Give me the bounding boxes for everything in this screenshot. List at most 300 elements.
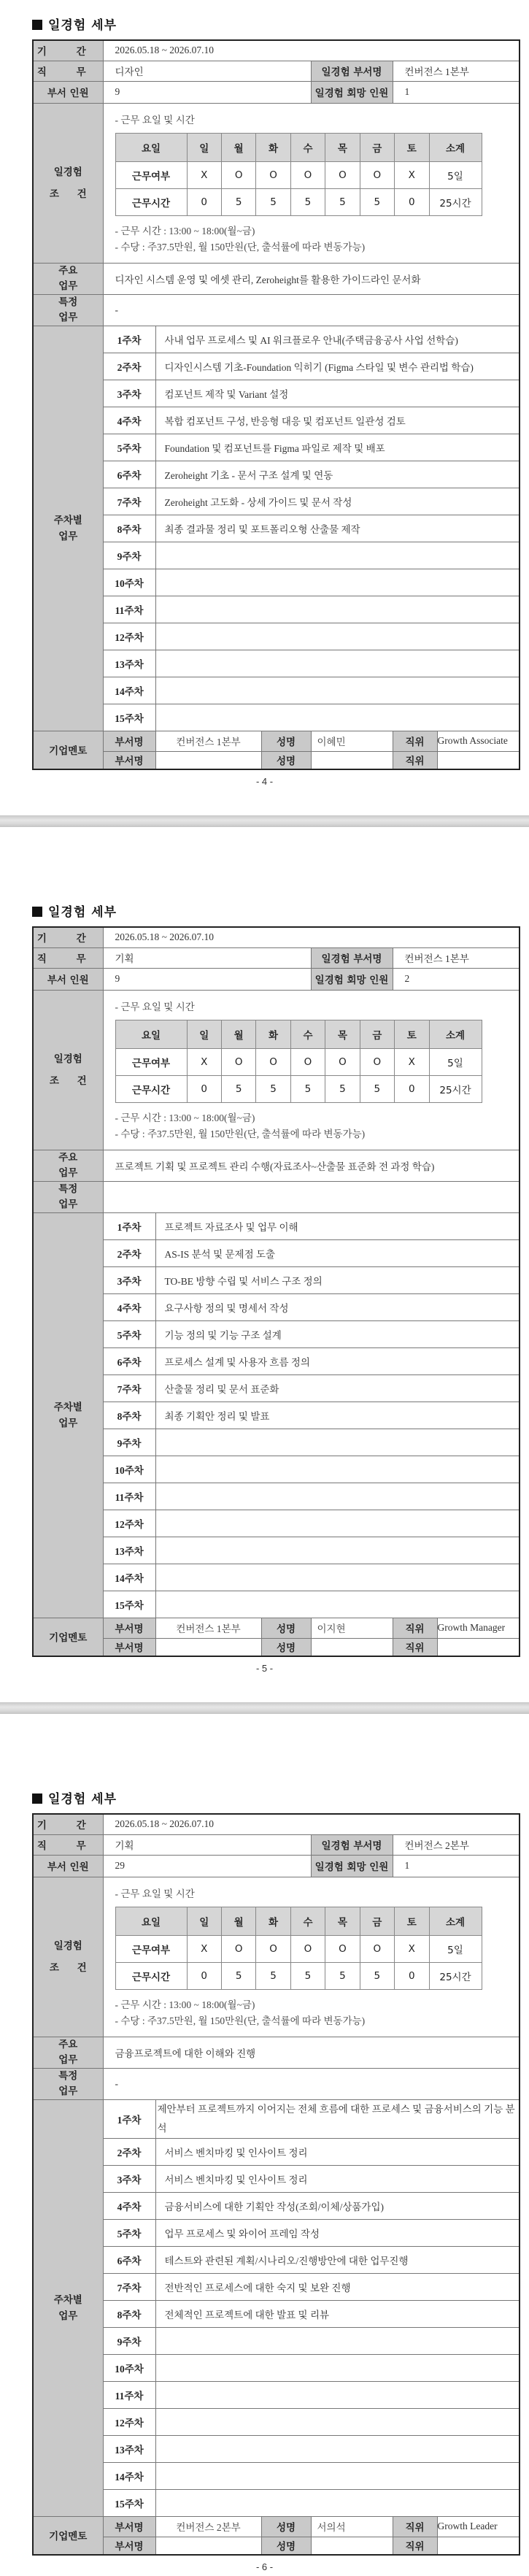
schedule-cell: 화 (256, 133, 290, 161)
work-hours-note: - 근무 시간 : 13:00 ~ 18:00(월~금) (115, 1112, 255, 1123)
work-hours-note: - 근무 시간 : 13:00 ~ 18:00(월~금) (115, 225, 255, 237)
allowance-note: - 수당 : 주37.5만원, 월 150만원(단, 출석률에 따라 변동가능) (115, 241, 366, 253)
conditions-label (33, 1877, 103, 2037)
week-row (33, 542, 520, 569)
week-row (33, 1293, 520, 1320)
schedule-cell: 5 (360, 1075, 394, 1102)
main-task-label (33, 2037, 103, 2068)
period-label: 기 간 (33, 927, 103, 947)
week-number: 11주차 (103, 2381, 155, 2408)
mentor-name-value: 이지현 (311, 1618, 393, 1638)
week-number: 2주차 (103, 353, 155, 380)
schedule-cell: O (221, 161, 255, 188)
week-number: 7주차 (103, 1374, 155, 1402)
mentor2-dept-label: 부서명 (103, 1638, 155, 1656)
week-number: 11주차 (103, 596, 155, 623)
headcount-row (33, 81, 520, 103)
work-experience-table (32, 39, 520, 770)
square-bullet-icon (32, 1793, 42, 1804)
schedule-header-row (115, 1907, 482, 1935)
job-value: 디자인 (103, 61, 311, 81)
week-row (33, 1212, 520, 1239)
conditions-label-line2: 조 건 (49, 1074, 94, 1087)
week-number: 1주차 (103, 2099, 155, 2138)
schedule-cell: O (256, 161, 290, 188)
section-title-text: 일경험 세부 (48, 18, 117, 33)
week-row (33, 2099, 520, 2138)
conditions-label (33, 103, 103, 263)
page-separator (0, 815, 529, 827)
schedule-cell: 근무여부 (115, 161, 187, 188)
week-row (33, 1266, 520, 1293)
week-number: 6주차 (103, 2246, 155, 2273)
week-task (155, 704, 520, 731)
schedule-cell: 25시간 (429, 1962, 482, 1989)
schedule-cell: 5 (290, 1075, 325, 1102)
mentor-dept-label: 부서명 (103, 1618, 155, 1638)
schedule-cell: 월 (221, 1020, 255, 1048)
main-task-value: 금융프로젝트에 대한 이해와 진행 (103, 2037, 520, 2068)
mentor-dept-value: 컨버전스 1본부 (155, 731, 261, 751)
special-task-label (33, 1181, 103, 1212)
schedule-cell: O (290, 1935, 325, 1962)
schedule-cell: 5 (221, 1962, 255, 1989)
mentor-row-2 (33, 1638, 520, 1656)
mentor-label: 기업멘토 (33, 1618, 103, 1656)
schedule-cell: O (256, 1935, 290, 1962)
schedule-cell: 0 (395, 188, 429, 215)
schedule-cell: 근무여부 (115, 1048, 187, 1075)
schedule-cell: 토 (395, 1020, 429, 1048)
schedule-cell: 근무시간 (115, 1075, 187, 1102)
page-number: - 5 - (255, 1663, 274, 1674)
section-title (32, 16, 529, 39)
week-task (155, 650, 520, 677)
schedule-cell: 0 (395, 1962, 429, 1989)
mentor-position-value: Growth Manager (437, 1618, 520, 1638)
week-task (155, 1564, 520, 1591)
schedule-cell: 토 (395, 133, 429, 161)
period-label: 기 간 (33, 40, 103, 61)
conditions-content (103, 103, 520, 263)
mentor-name-label: 성명 (261, 2516, 311, 2537)
week-task (155, 569, 520, 596)
week-row (33, 1347, 520, 1374)
week-number: 9주차 (103, 542, 155, 569)
headcount-value: 29 (103, 1855, 311, 1877)
week-row (33, 1591, 520, 1618)
schedule-cell: 5 (256, 1075, 290, 1102)
headcount-row (33, 968, 520, 990)
week-row (33, 380, 520, 407)
week-row (33, 326, 520, 353)
week-row (33, 2192, 520, 2219)
period-value: 2026.05.18 ~ 2026.07.10 (103, 927, 520, 947)
schedule-cell: O (325, 1048, 360, 1075)
mentor-row-2 (33, 2537, 520, 2555)
section-title-text: 일경험 세부 (48, 905, 117, 920)
mentor2-position-label: 직위 (393, 2537, 437, 2555)
wanted-count-label: 일경험 회망 인원 (311, 81, 393, 103)
week-number: 2주차 (103, 1239, 155, 1266)
job-label: 직 무 (33, 61, 103, 81)
week-row (33, 2219, 520, 2246)
week-row (33, 704, 520, 731)
week-row (33, 2354, 520, 2381)
week-task: 프로세스 설계 및 사용자 흐름 정의 (155, 1347, 520, 1374)
work-experience-table (32, 1813, 520, 2556)
week-number: 10주차 (103, 2354, 155, 2381)
week-task: 최종 기획안 정리 및 발표 (155, 1402, 520, 1429)
week-row (33, 677, 520, 704)
mentor-row-1 (33, 731, 520, 751)
week-row (33, 2273, 520, 2300)
schedule-cell: 소계 (429, 1907, 482, 1935)
week-number: 10주차 (103, 1456, 155, 1483)
period-value: 2026.05.18 ~ 2026.07.10 (103, 1814, 520, 1834)
week-row (33, 1537, 520, 1564)
week-number: 5주차 (103, 1320, 155, 1347)
mentor2-name-label: 성명 (261, 751, 311, 769)
schedule-cell: 5 (290, 1962, 325, 1989)
weekly-tasks-label (33, 1212, 103, 1618)
week-row (33, 596, 520, 623)
conditions-label-line1: 일경험 (53, 166, 82, 178)
schedule-cell: 5 (256, 1962, 290, 1989)
week-number: 4주차 (103, 1293, 155, 1320)
job-value: 기획 (103, 1834, 311, 1855)
week-number: 6주차 (103, 461, 155, 488)
headcount-label: 부서 인원 (33, 81, 103, 103)
schedule-cell: 5 (325, 188, 360, 215)
week-row (33, 1510, 520, 1537)
schedule-cell: 5 (290, 188, 325, 215)
week-number: 13주차 (103, 1537, 155, 1564)
week-number: 1주차 (103, 326, 155, 353)
weekly-tasks (33, 1212, 520, 1618)
week-number: 12주차 (103, 2408, 155, 2435)
schedule-table (115, 1020, 482, 1103)
main-task-label-line2: 업무 (58, 1166, 78, 1179)
special-task-label-line1: 특정 (58, 1183, 78, 1195)
weekly-label-line2: 업무 (58, 1417, 78, 1429)
mentor-row-1 (33, 2516, 520, 2537)
week-task (155, 2489, 520, 2516)
week-row (33, 569, 520, 596)
schedule-cell: 금 (360, 133, 394, 161)
mentor-dept-value: 컨버전스 2본부 (155, 2516, 261, 2537)
mentor-name-value: 서의석 (311, 2516, 393, 2537)
special-task-label-line2: 업무 (58, 1198, 78, 1210)
job-row (33, 947, 520, 968)
schedule-cell: X (187, 1048, 221, 1075)
page-gap (0, 1714, 529, 1768)
schedule-cell: O (325, 161, 360, 188)
dept-name-value: 컨버전스 2본부 (393, 1834, 520, 1855)
week-task (155, 2435, 520, 2462)
week-number: 11주차 (103, 1483, 155, 1510)
week-task (155, 2354, 520, 2381)
week-task: 테스트와 관련된 계획/시나리오/진행방안에 대한 업무진행 (155, 2246, 520, 2273)
schedule-intro: - 근무 요일 및 시간 (115, 1888, 195, 1899)
week-number: 3주차 (103, 2165, 155, 2192)
schedule-cell: 5 (360, 188, 394, 215)
schedule-intro: - 근무 요일 및 시간 (115, 1001, 195, 1012)
period-value: 2026.05.18 ~ 2026.07.10 (103, 40, 520, 61)
headcount-row (33, 1855, 520, 1877)
week-number: 13주차 (103, 2435, 155, 2462)
week-row (33, 623, 520, 650)
week-task: 기능 정의 및 기능 구조 설계 (155, 1320, 520, 1347)
special-task-value: - (103, 294, 520, 326)
schedule-cell: 근무시간 (115, 188, 187, 215)
conditions-label-line1: 일경험 (53, 1053, 82, 1065)
mentor2-dept-value (155, 751, 261, 769)
week-number: 6주차 (103, 1347, 155, 1374)
main-task-row (33, 2037, 520, 2068)
mentor2-position-label: 직위 (393, 751, 437, 769)
period-label: 기 간 (33, 1814, 103, 1834)
schedule-cell: 근무시간 (115, 1962, 187, 1989)
week-task: AS-IS 분석 및 문제점 도출 (155, 1239, 520, 1266)
week-number: 5주차 (103, 434, 155, 461)
period-row (33, 927, 520, 947)
schedule-cell: 25시간 (429, 188, 482, 215)
week-task: Zeroheight 고도화 - 상세 가이드 및 문서 작성 (155, 488, 520, 515)
dept-name-label: 일경험 부서명 (311, 1834, 393, 1855)
schedule-cell: O (360, 161, 394, 188)
schedule-cell: 월 (221, 133, 255, 161)
mentor-label: 기업멘토 (33, 2516, 103, 2555)
schedule-cell: X (187, 1935, 221, 1962)
week-row (33, 407, 520, 434)
week-number: 9주차 (103, 2327, 155, 2354)
wanted-count-label: 일경험 회망 인원 (311, 968, 393, 990)
week-number: 7주차 (103, 2273, 155, 2300)
schedule-cell: 25시간 (429, 1075, 482, 1102)
schedule-cell: 0 (395, 1075, 429, 1102)
week-row (33, 1564, 520, 1591)
mentor-name-value: 이혜민 (311, 731, 393, 751)
schedule-header-row (115, 1020, 482, 1048)
weekly-label-line1: 주차별 (53, 2294, 82, 2306)
schedule-intro: - 근무 요일 및 시간 (115, 114, 195, 126)
week-task: 프로젝트 자료조사 및 업무 이해 (155, 1212, 520, 1239)
schedule-cell: 5 (221, 1075, 255, 1102)
week-row (33, 1320, 520, 1347)
week-row (33, 2165, 520, 2192)
allowance-note: - 수당 : 주37.5만원, 월 150만원(단, 출석률에 따라 변동가능) (115, 1128, 366, 1139)
main-task-label-line1: 주요 (58, 264, 78, 277)
schedule-cell: X (395, 1935, 429, 1962)
schedule-cell: O (325, 1935, 360, 1962)
week-row (33, 1402, 520, 1429)
work-hours-note: - 근무 시간 : 13:00 ~ 18:00(월~금) (115, 1999, 255, 2010)
week-number: 9주차 (103, 1429, 155, 1456)
week-number: 14주차 (103, 677, 155, 704)
dept-name-value: 컨버전스 1본부 (393, 61, 520, 81)
schedule-cell: 월 (221, 1907, 255, 1935)
week-number: 4주차 (103, 2192, 155, 2219)
page-gap (0, 791, 529, 815)
schedule-header-row (115, 133, 482, 161)
schedule-cell: 0 (187, 1962, 221, 1989)
week-task: 전체적인 프로젝트에 대한 발표 및 리뷰 (155, 2300, 520, 2327)
week-task (155, 2327, 520, 2354)
special-task-row (33, 2068, 520, 2099)
page-gap (0, 1677, 529, 1702)
week-row (33, 2408, 520, 2435)
main-task-row (33, 1150, 520, 1181)
mentor2-position-label: 직위 (393, 1638, 437, 1656)
schedule-cell: 0 (187, 1075, 221, 1102)
week-task: 금융서비스에 대한 기획안 작성(조회/이체/상품가입) (155, 2192, 520, 2219)
week-row (33, 1429, 520, 1456)
conditions-label-line1: 일경험 (53, 1939, 82, 1952)
schedule-hours-row (115, 1962, 482, 1989)
week-task: 사내 업무 프로세스 및 AI 워크플로우 안내(주택금융공사 사업 선학습) (155, 326, 520, 353)
document-page (0, 0, 529, 791)
schedule-cell: 5 (325, 1075, 360, 1102)
conditions-content (103, 990, 520, 1150)
week-task (155, 1537, 520, 1564)
week-task (155, 1510, 520, 1537)
schedule-cell: 소계 (429, 1020, 482, 1048)
job-row (33, 61, 520, 81)
page-number: - 4 - (255, 776, 274, 787)
mentor-name-label: 성명 (261, 731, 311, 751)
weekly-label-line1: 주차별 (53, 514, 82, 526)
headcount-value: 9 (103, 81, 311, 103)
mentor2-position-value (437, 751, 520, 769)
page-gap (0, 827, 529, 881)
week-number: 12주차 (103, 1510, 155, 1537)
weekly-label-line2: 업무 (58, 2310, 78, 2322)
week-row (33, 488, 520, 515)
page-separator (0, 1702, 529, 1714)
mentor-row-1 (33, 1618, 520, 1638)
week-number: 15주차 (103, 2489, 155, 2516)
mentor-position-label: 직위 (393, 731, 437, 751)
period-row (33, 40, 520, 61)
schedule-cell: O (221, 1048, 255, 1075)
schedule-cell: 일 (187, 133, 221, 161)
schedule-cell: X (187, 161, 221, 188)
week-task (155, 2462, 520, 2489)
weekly-tasks-label (33, 326, 103, 731)
schedule-table (115, 133, 482, 216)
schedule-cell: 토 (395, 1907, 429, 1935)
conditions-row (33, 103, 520, 263)
special-task-row (33, 1181, 520, 1212)
week-row (33, 353, 520, 380)
week-task (155, 1429, 520, 1456)
week-task (155, 1456, 520, 1483)
allowance-note: - 수당 : 주37.5만원, 월 150만원(단, 출석률에 따라 변동가능) (115, 2015, 366, 2026)
special-task-label (33, 2068, 103, 2099)
special-task-value (103, 1181, 520, 1212)
schedule-cell: O (360, 1048, 394, 1075)
week-number: 13주차 (103, 650, 155, 677)
schedule-cell: 목 (325, 1020, 360, 1048)
week-task (155, 677, 520, 704)
wanted-count-value: 1 (393, 81, 520, 103)
headcount-value: 9 (103, 968, 311, 990)
schedule-cell: 5일 (429, 1935, 482, 1962)
schedule-cell: 0 (187, 188, 221, 215)
period-row (33, 1814, 520, 1834)
schedule-cell: 요일 (115, 1020, 187, 1048)
week-row (33, 2381, 520, 2408)
week-task (155, 2381, 520, 2408)
week-task: 컴포넌트 제작 및 Variant 설정 (155, 380, 520, 407)
square-bullet-icon (32, 907, 42, 917)
dept-name-value: 컨버전스 1본부 (393, 947, 520, 968)
week-task (155, 623, 520, 650)
schedule-cell: O (290, 1048, 325, 1075)
main-task-value: 프로젝트 기획 및 프로젝트 관리 수행(자료조사~산출물 표준화 전 과정 학습) (103, 1150, 520, 1181)
special-task-value: - (103, 2068, 520, 2099)
schedule-cell: 5 (325, 1962, 360, 1989)
square-bullet-icon (32, 20, 42, 30)
job-value: 기획 (103, 947, 311, 968)
schedule-cell: 수 (290, 133, 325, 161)
mentor2-dept-label: 부서명 (103, 751, 155, 769)
week-row (33, 2327, 520, 2354)
mentor-position-value: Growth Associate (437, 731, 520, 751)
mentor2-dept-value (155, 2537, 261, 2555)
job-row (33, 1834, 520, 1855)
main-task-label (33, 263, 103, 294)
week-row (33, 2246, 520, 2273)
week-number: 3주차 (103, 1266, 155, 1293)
main-task-row (33, 263, 520, 294)
conditions-row (33, 1877, 520, 2037)
conditions-row (33, 990, 520, 1150)
main-task-value: 디자인 시스템 운영 및 에셋 관리, Zeroheight를 활용한 가이드라인 문서화 (103, 263, 520, 294)
section-title (32, 1790, 529, 1813)
conditions-label-line2: 조 건 (49, 1961, 94, 1974)
week-number: 10주차 (103, 569, 155, 596)
week-task: TO-BE 방향 수립 및 서비스 구조 정의 (155, 1266, 520, 1293)
conditions-content (103, 1877, 520, 2037)
week-number: 2주차 (103, 2138, 155, 2165)
week-number: 8주차 (103, 515, 155, 542)
schedule-cell: 요일 (115, 133, 187, 161)
week-row (33, 434, 520, 461)
special-task-row (33, 294, 520, 326)
week-task: 요구사항 정의 및 명세서 작성 (155, 1293, 520, 1320)
mentor-name-label: 성명 (261, 1618, 311, 1638)
main-task-label-line2: 업무 (58, 2053, 78, 2066)
mentor2-dept-label: 부서명 (103, 2537, 155, 2555)
week-row (33, 2138, 520, 2165)
week-row (33, 2489, 520, 2516)
mentor-row-2 (33, 751, 520, 769)
main-task-label-line2: 업무 (58, 280, 78, 292)
mentor2-name-label: 성명 (261, 1638, 311, 1656)
week-row (33, 515, 520, 542)
mentor2-name-value (311, 751, 393, 769)
section-title-text: 일경험 세부 (48, 1792, 117, 1807)
schedule-cell: 요일 (115, 1907, 187, 1935)
main-task-label-line1: 주요 (58, 1151, 78, 1164)
week-number: 4주차 (103, 407, 155, 434)
wanted-count-value: 2 (393, 968, 520, 990)
week-number: 14주차 (103, 1564, 155, 1591)
schedule-cell: 5일 (429, 1048, 482, 1075)
schedule-cell: X (395, 1048, 429, 1075)
